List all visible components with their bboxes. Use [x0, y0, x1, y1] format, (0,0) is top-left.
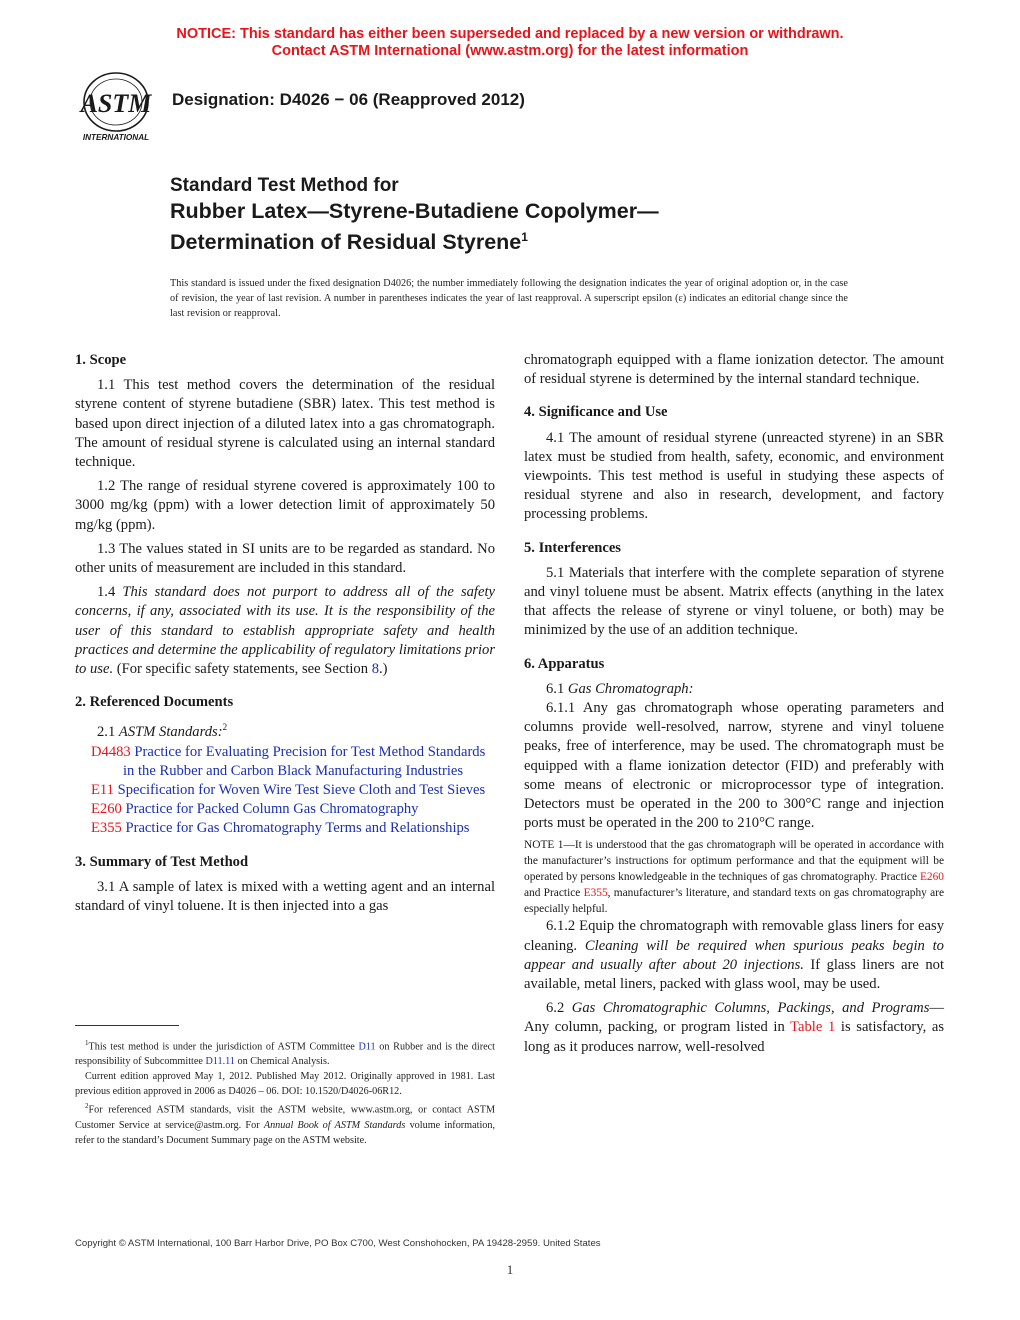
- notice-banner: [0, 26, 1020, 60]
- reference-title[interactable]: Practice for Gas Chromatography Terms and Relationships: [125, 820, 470, 837]
- paragraph-4-1: 4.1 The amount of residual styrene (unreacted styrene) in an SBR latex must be studied from health, safety, economic, and environment viewpoints. This test method is useful in studying these aspects of residual styrene and also in research, development, and factory processing problems.: [524, 429, 944, 523]
- note-1-text-b: and Practice: [524, 886, 581, 899]
- reference-title[interactable]: Practice for Packed Column Gas Chromatography: [125, 801, 419, 818]
- title-line-3-text: Determination of Residual Styrene: [170, 230, 522, 255]
- paragraph-6-1-number: 6.1: [546, 680, 565, 697]
- reference-code[interactable]: E11: [91, 781, 114, 798]
- paragraph-1-4-tail: (For specific safety statements, see Section: [116, 661, 369, 678]
- section-heading-summary: 3. Summary of Test Method: [75, 853, 249, 870]
- logo-text: ASTM: [80, 89, 152, 118]
- paragraph-2-1: [75, 718, 495, 742]
- paragraph-6-1-1: 6.1.1 Any gas chromatograph whose operating parameters and columns provide well-resolved, narrow, styrene and vinyl toluene peaks, free of interference, may be used. The chromatograph must be equipped with a flame ionization detector (FID) and preferably with some means of electronic or microprocessor type of integration. Detectors must be operated in the 200 to 300°C range and injection ports must be operated in the 200 to 210°C range.: [524, 700, 944, 832]
- right-column: [524, 351, 944, 1062]
- footnote-2: [75, 1099, 495, 1147]
- paragraph-3-1-continued: chromatograph equipped with a flame ionization detector. The amount of residual styrene is determined by the internal standard technique.: [524, 352, 944, 388]
- paragraph-1-3: 1.3 The values stated in SI units are to be regarded as standard. No other units of measurement are included in this standard.: [75, 540, 495, 577]
- title-line-2: Rubber Latex—Styrene-Butadiene Copolymer—: [170, 199, 659, 223]
- note-1-text-c: , manufacturer’s literature, and standard texts on gas chromatography are especially helpful.: [524, 886, 944, 915]
- footnote-2-text-a: For referenced ASTM standards, visit the ASTM website, www.astm.org, or contact ASTM Customer Service at service@astm.org. For: [75, 1104, 495, 1131]
- subcommittee-d11-11-link[interactable]: D11.11: [205, 1056, 235, 1068]
- gas-chromatograph-label: Gas Chromatograph:: [567, 680, 694, 697]
- notice-line-2: Contact ASTM International (www.astm.org) for the latest information: [271, 43, 749, 59]
- paragraph-1-2: 1.2 The range of residual styrene covered is approximately 100 to 3000 mg/kg (ppm) with a lower detection limit of approximately 50 mg/kg (ppm).: [75, 478, 495, 533]
- footnote-1: [75, 1036, 495, 1069]
- left-column: [75, 351, 495, 921]
- columns-label: Gas Chromatographic Columns, Packings, and Programs: [571, 1000, 930, 1017]
- reference-e355[interactable]: [91, 819, 495, 838]
- footnote-1-text-b: on Rubber and is the direct responsibility of Subcommittee: [75, 1041, 495, 1068]
- footnote-2-mark: 2: [222, 722, 228, 733]
- section-8-link[interactable]: 8: [371, 661, 379, 678]
- footnote-rule: [75, 1025, 179, 1026]
- e260-link[interactable]: E260: [919, 871, 944, 884]
- paragraph-5-1: 5.1 Materials that interfere with the complete separation of styrene and vinyl toluene must be absent. Matrix effects (anything in the latex that affects the release of styrene or vinyl toluene, or both) may be minimized by the use of an addition technique.: [524, 564, 944, 639]
- paragraph-6-2-text-b: is satisfactory, as long as it produces narrow, well-resolved: [524, 1019, 945, 1055]
- e355-link[interactable]: E355: [583, 886, 608, 899]
- committee-d11-link[interactable]: D11: [358, 1041, 376, 1053]
- reference-code[interactable]: D4483: [91, 743, 131, 760]
- reference-e11[interactable]: [91, 781, 495, 800]
- section-heading-scope: 1. Scope: [75, 352, 127, 368]
- paragraph-6-1-2-text-a: 6.1.2 Equip the chromatograph with removable glass liners for easy cleaning.: [524, 918, 944, 954]
- paragraph-1-4-end: .): [378, 661, 388, 678]
- astm-logo-icon: [72, 72, 162, 144]
- title-line-1: Standard Test Method for: [170, 175, 399, 196]
- paragraph-1-4: [75, 583, 495, 679]
- reference-title[interactable]: Specification for Woven Wire Test Sieve Cloth and Test Sieves: [117, 781, 486, 798]
- reference-d4483[interactable]: [91, 743, 495, 781]
- annual-book-title: Annual Book of ASTM Standards: [263, 1119, 406, 1131]
- reference-code[interactable]: E260: [91, 801, 122, 818]
- title-line-3: [170, 224, 659, 255]
- footnote-2-text-b: volume information, refer to the standard’s Document Summary page on the ASTM website.: [75, 1119, 496, 1146]
- section-heading-referenced-documents: 2. Referenced Documents: [75, 694, 234, 711]
- section-heading-significance: 4. Significance and Use: [524, 404, 668, 421]
- section-heading-interferences: 5. Interferences: [524, 539, 621, 556]
- paragraph-2-1-number: 2.1: [97, 724, 116, 741]
- paragraph-3-1: 3.1 A sample of latex is mixed with a wetting agent and an internal standard of vinyl toluene. It is then injected into a gas: [75, 878, 495, 914]
- designation: Designation: D4026 − 06 (Reapproved 2012): [172, 90, 525, 109]
- paragraph-6-1-2-text-b: If glass liners are not available, metal liners, packed with glass wool, may be used.: [524, 956, 945, 993]
- issued-statement: This standard is issued under the fixed designation D4026; the number immediately following the designation indicates the year of original adoption or, in the case of revision, the year of last revision. A number in parentheses indicates the year of last reapproval. A superscript epsilon (ε) indicates an editorial change since the last revision or reapproval.: [170, 278, 848, 319]
- reference-e260[interactable]: [91, 800, 495, 819]
- paragraph-6-2-text-a: —Any column, packing, or program listed in: [524, 1000, 944, 1036]
- notice-line-1: NOTICE: This standard has either been superseded and replaced by a new version or withdrawn.: [176, 26, 844, 42]
- section-heading-apparatus: 6. Apparatus: [524, 655, 605, 672]
- note-1-text-a: NOTE 1—It is understood that the gas chromatograph will be operated in accordance with the manufacturer’s instructions for optimum performance and that the equipment will be operated by persons knowledgeable in the techniques of gas chromatography. Practice: [524, 839, 944, 884]
- paragraph-1-4-number: 1.4: [97, 584, 116, 601]
- footnote-2-mark: 2: [85, 1102, 89, 1111]
- paragraph-6-1-2: [524, 917, 944, 994]
- cleaning-caveat: Cleaning will be required when spurious peaks begin to appear and usually after about 20 injections.: [524, 937, 944, 973]
- reference-code[interactable]: E355: [91, 820, 122, 837]
- footnotes: [75, 1036, 495, 1148]
- document-title: [170, 174, 659, 255]
- table-1-link[interactable]: Table 1: [790, 1019, 836, 1036]
- footnote-1-mark: 1: [85, 1039, 89, 1047]
- paragraph-6-1: [524, 680, 944, 699]
- paragraph-6-2: [524, 999, 944, 1057]
- footnote-1-text-c: on Chemical Analysis.: [237, 1056, 330, 1068]
- logo-subtext: INTERNATIONAL: [82, 133, 150, 142]
- footnote-1-text-a: This test method is under the jurisdiction of ASTM Committee: [88, 1041, 355, 1053]
- copyright: Copyright © ASTM International, 100 Barr Harbor Drive, PO Box C700, West Conshohocken, PA 19428-2959. United States: [75, 1238, 601, 1249]
- page-number: 1: [506, 1262, 514, 1277]
- astm-standards-label: ASTM Standards:: [118, 724, 223, 741]
- paragraph-6-2-number: 6.2: [546, 1000, 565, 1017]
- note-1: [524, 838, 944, 917]
- title-footnote-mark: 1: [521, 230, 528, 244]
- paragraph-1-1: 1.1 This test method covers the determination of the residual styrene content of styrene butadiene (SBR) latex. This test method is based upon direct injection of a diluted latex into a gas chromatograph. The amount of residual styrene is calculated using an internal standard technique.: [75, 377, 495, 471]
- reference-title[interactable]: Practice for Evaluating Precision for Test Method Standards in the Rubber and Carbon Black Manufacturing Industries: [123, 743, 486, 779]
- safety-caveat: This standard does not purport to address all of the safety concerns, if any, associated with its use. It is the responsibility of the user of this standard to establish appropriate safety and health practices and determine the applicability of regulatory limitations prior to use.: [75, 584, 495, 678]
- footnote-1-edition: Current edition approved May 1, 2012. Published May 2012. Originally approved in 1981. Last previous edition approved in 2006 as D4026 – 06. DOI: 10.1520/D4026-06R12.: [75, 1071, 495, 1098]
